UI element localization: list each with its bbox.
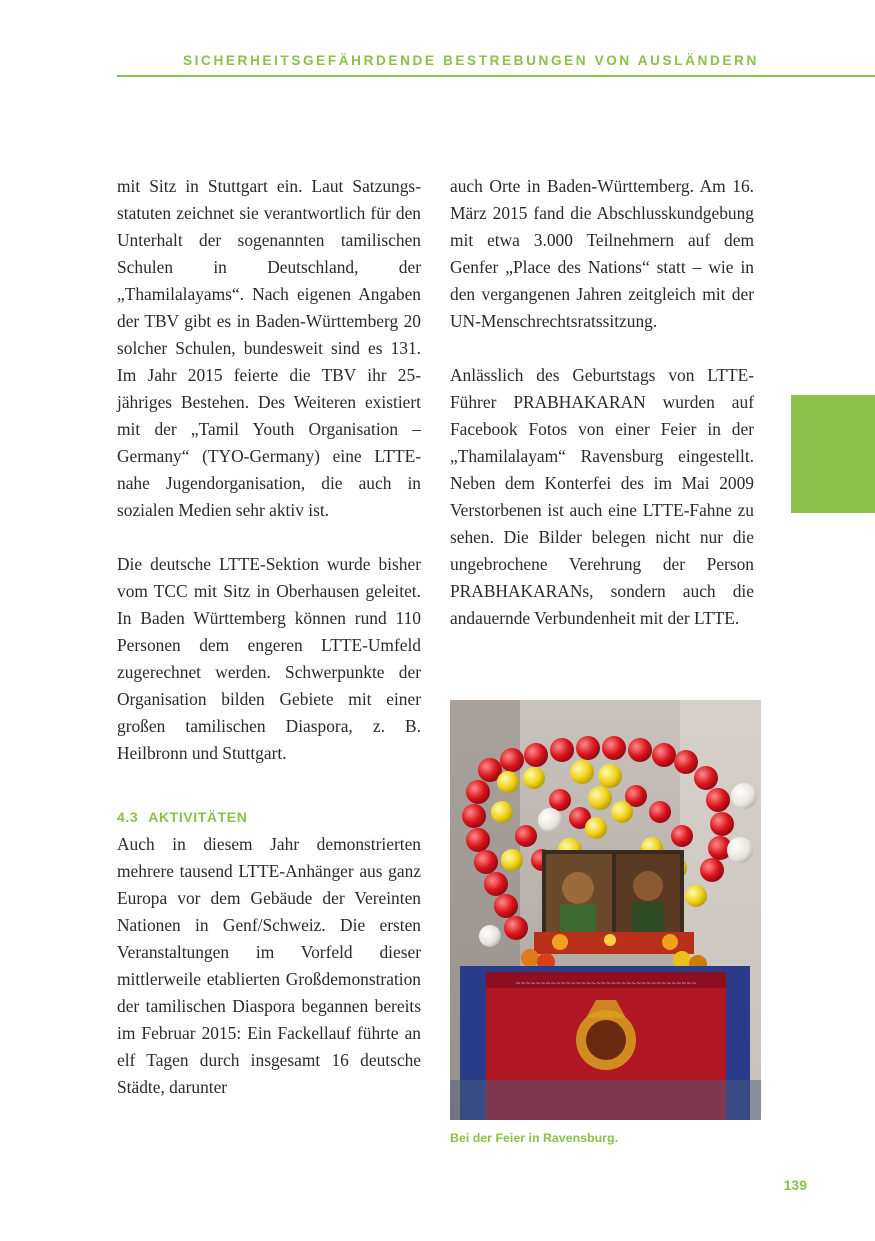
running-header: SICHERHEITSGEFÄHRDENDE BESTREBUNGEN VON AUSLÄNDERN xyxy=(183,53,759,68)
svg-text:~~~~~~~~~~~~~~~~~~~~~~~~~~~~~~: ~~~~~~~~~~~~~~~~~~~~~~~~~~~~~~~~~~~~ xyxy=(515,980,697,987)
right-text-column xyxy=(450,173,754,632)
body-paragraph: Auch in diesem Jahr demonstrierten mehrere tausend LTTE-Anhänger aus ganz Europa vor dem Gebäude der Vereinten Nationen in Genf/Schweiz. Die ersten Veranstaltungen im Vorfeld dieser mittlerweile etablierten Großdemonstration der tamilischen Diaspora begannen bereits im Februar 2015: Ein Fackellauf führte an elf Tagen durch insgesamt 16 deutsche Städte, darunter xyxy=(117,834,421,1097)
body-paragraph: Die deutsche LTTE-Sektion wurde bisher vom TCC mit Sitz in Oberhausen geleitet. In Baden Württemberg können rund 110 Personen dem engeren LTTE-Umfeld zugerechnet werden. Schwerpunkte der Organisation bilden Gebiete mit einer großen tamilischen Diaspora, z. B. Heilbronn und Stuttgart. xyxy=(117,554,421,763)
figure-caption: Bei der Feier in Ravensburg. xyxy=(450,1131,619,1145)
body-paragraph: Anlässlich des Geburtstags von LTTE-Führer PRABHAKARAN wurden auf Facebook Fotos von einer Feier in der „Thamilalayam“ Ravensburg eingestellt. Neben dem Konterfei des im Mai 2009 Verstorbenen ist auch eine LTTE-Fahne zu sehen. Die Bilder belegen nicht nur die ungebrochene Verehrung der Person PRABHAKARANs, sondern auch die andauernde Verbundenheit mit der LTTE. xyxy=(450,365,754,628)
photo-illustration xyxy=(450,700,761,1120)
section-heading xyxy=(117,807,421,827)
section-title: AKTIVITÄTEN xyxy=(148,809,248,825)
section-number: 4.3 xyxy=(117,809,139,825)
body-paragraph: auch Orte in Baden-Württemberg. Am 16. März 2015 fand die Abschlusskundgebung mit etwa 3.000 Teilnehmern auf dem Genfer „Place des Nations“ statt – wie in den vergangenen Jahren zeitgleich mit der UN-Menschrechtsratssitzung. xyxy=(450,176,754,331)
chapter-tab-marker xyxy=(791,395,875,513)
body-paragraph: mit Sitz in Stuttgart ein. Laut Satzungsstatuten zeichnet sie verantwortlich für den Unterhalt der sogenannten tamilischen Schulen in Deutschland, der „Thamilalayams“. Nach eigenen Angaben der TBV gibt es in Baden-Württemberg 20 solcher Schulen, bundesweit sind es 131. Im Jahr 2015 feierte die TBV ihr 25-jähriges Bestehen. Des Weiteren existiert mit der „Tamil Youth Organisation – Germany“ (TYO-Germany) eine LTTE-nahe Jugendorganisation, die auch in sozialen Medien sehr aktiv ist. xyxy=(117,176,421,520)
page-number: 139 xyxy=(783,1177,807,1193)
celebration-photo xyxy=(450,700,761,1120)
header-rule xyxy=(117,75,875,77)
left-text-column xyxy=(117,173,421,1101)
